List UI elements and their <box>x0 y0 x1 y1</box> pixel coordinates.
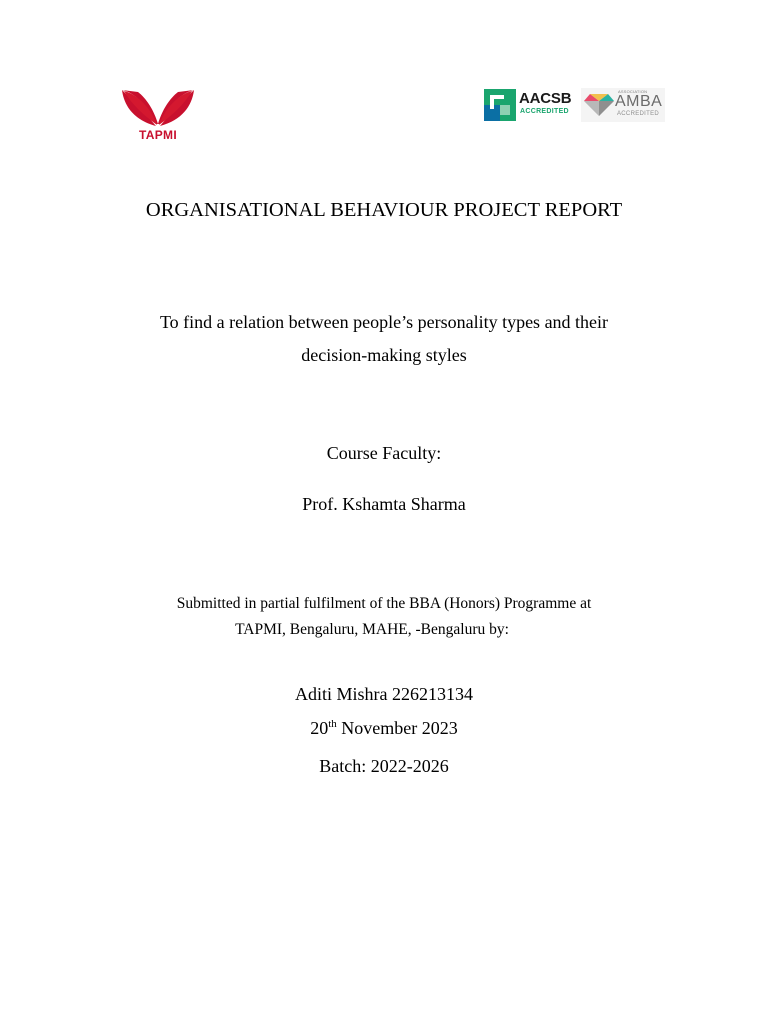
faculty-label: Course Faculty: <box>326 443 442 463</box>
aacsb-mark-icon <box>484 89 516 121</box>
report-subtitle <box>0 306 768 372</box>
submission-line2: TAPMI, Bengaluru, MAHE, -Bengaluru by: <box>235 621 509 638</box>
amba-association-text: ASSOCIATION <box>618 89 648 94</box>
faculty-name: Prof. Kshamta Sharma <box>302 494 466 514</box>
amba-accredited-text: ACCREDITED <box>617 111 660 117</box>
accreditation-logos <box>483 88 665 122</box>
butterfly-wings-icon <box>120 88 196 128</box>
aacsb-text: AACSB <box>519 90 572 107</box>
aacsb-accredited-text: ACCREDITED <box>520 108 569 115</box>
report-subtitle-line1: To find a relation between people’s personality types and their <box>159 312 609 332</box>
date-rest: November 2023 <box>336 718 458 738</box>
amba-logo <box>581 88 665 122</box>
tapmi-logo <box>120 88 196 146</box>
date-day: 20 <box>310 718 329 738</box>
diamond-icon <box>584 94 614 116</box>
report-subtitle-line2: decision-making styles <box>301 345 467 365</box>
date-suffix: th <box>328 718 337 730</box>
tapmi-logo-text: TAPMI <box>139 128 177 142</box>
submission-line1: Submitted in partial fulfilment of the BBA (Honors) Programme at <box>176 595 592 612</box>
batch: Batch: 2022-2026 <box>319 756 449 776</box>
amba-text: AMBA <box>615 93 663 110</box>
submission-date <box>0 716 768 740</box>
report-title: ORGANISATIONAL BEHAVIOUR PROJECT REPORT <box>145 199 623 221</box>
student-name-id: Aditi Mishra 226213134 <box>295 684 473 704</box>
